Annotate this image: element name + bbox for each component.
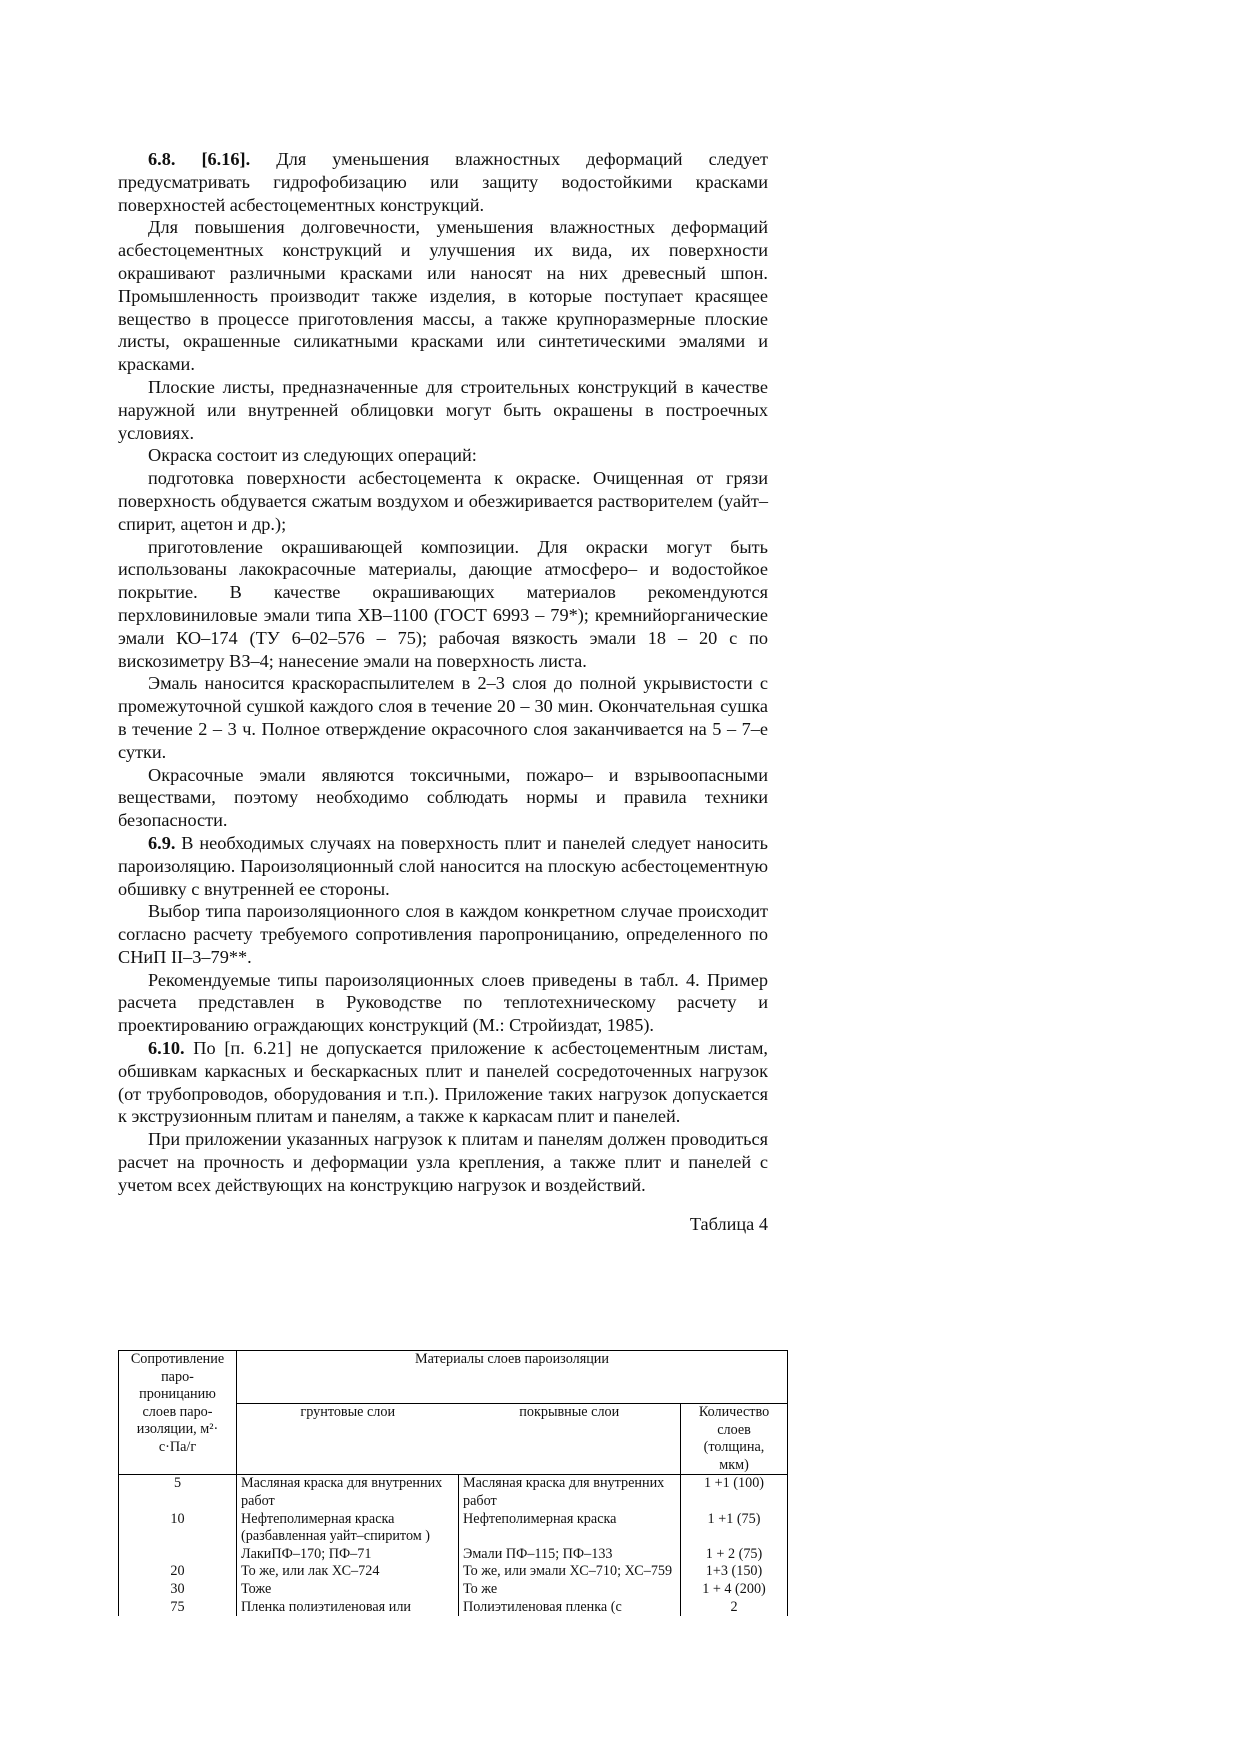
cell-resistance: 10 [119,1511,237,1546]
paragraph [118,536,768,673]
paragraph-text: подготовка поверхности асбестоцемента к окраске. Очищенная от грязи поверхность обдувается сжатым воздухом и обезжиривается растворителем (уайт–спирит, ацетон и др.); [118,468,768,534]
paragraph [118,1128,768,1196]
table-row [119,1511,788,1546]
clause-number: 6.10. [148,1038,185,1059]
paragraph [118,376,768,444]
cell-resistance: 5 [119,1475,237,1511]
header-line: Сопротивление [130,1351,225,1367]
header-line: изоляции, м²· [136,1421,219,1438]
table-caption: Таблица 4 [689,1213,768,1234]
table-row [119,1546,788,1564]
cell-primer: Масляная краска для внутренних работ [237,1475,459,1511]
clause-number: 6.8. [6.16]. [148,149,251,169]
cell-cover: Масляная краска для внутренних работ [459,1475,681,1511]
table-row [119,1475,788,1511]
paragraph-text: Для повышения долговечности, уменьшения влажностных деформаций асбестоцементных конструкций и улучшения их вида, их поверхности окрашивают различными красками или наносят на них древесный шпон. Промышленность производит также изделия, в которые поступает красящее вещество в процессе приготовления массы, а также крупноразмерные плоские листы, окрашенные силикатными красками или синтетическими эмалями и красками. [118,217,768,375]
table-header-row [119,1351,788,1404]
header-line: слоев паро- [142,1403,213,1420]
header-count [681,1404,788,1475]
header-line: мкм) [719,1456,749,1473]
cell-cover: То же, или эмали ХС–710; ХС–759 [459,1563,681,1581]
cell-count: 1 +1 (75) [681,1511,788,1546]
cell-cover: То же [459,1581,681,1599]
paragraph-6-10 [118,1037,768,1128]
header-resistance [119,1351,237,1475]
cell-cover: Полиэтиленовая пленка (с [459,1599,681,1617]
vapor-barrier-table [118,1350,788,1616]
cell-primer: Пленка полиэтиленовая или [237,1599,459,1617]
paragraph-text: По [п. 6.21] не допускается приложение к асбестоцементным листам, обшивкам каркасных и бескаркасных плит и панелей сосредоточенных нагрузок (от трубопроводов, оборудования и т.п.). Приложение таких нагрузок допускается к экструзионным плитам и панелям, а также к каркасам плит и панелей. [118,1038,768,1127]
header-line: (толщина, [703,1439,765,1456]
header-line: слоев [717,1421,751,1438]
paragraph-text: Эмаль наносится краскораспылителем в 2–3 слоя до полной укрывистости с промежуточной сушкой каждого слоя в течение 20 – 30 мин. Окончательная сушка в течение 2 – 3 ч. Полное отверждение окрасочного слоя заканчивается на 5 – 7–е сутки. [118,673,768,762]
paragraph-6-9 [118,832,768,900]
header-line: с·Па/г [158,1438,197,1455]
cell-primer: Тоже [237,1581,459,1599]
paragraph-text: При приложении указанных нагрузок к плитам и панелям должен проводиться расчет на прочность и деформации узла крепления, а также плит и панелей с учетом всех действующих на конструкцию нагрузок и воздействий. [118,1129,768,1195]
paragraph [118,216,768,376]
paragraph-text: Выбор типа пароизоляционного слоя в каждом конкретном случае происходит согласно расчету требуемого сопротивления паропроницанию, определенного по СНиП II–3–79**. [118,901,768,967]
cell-resistance: 75 [119,1599,237,1617]
cell-resistance [119,1546,237,1564]
cell-primer: Нефтеполимерная краска (разбавленная уайт–спиритом ) [237,1511,459,1546]
cell-primer: То же, или лак ХС–724 [237,1563,459,1581]
paragraph [118,764,768,832]
cell-cover: Эмали ПФ–115; ПФ–133 [459,1546,681,1564]
paragraph-text: Плоские листы, предназначенные для строительных конструкций в качестве наружной или внутренней облицовки могут быть окрашены в построечных условиях. [118,376,768,443]
cell-primer: ЛакиПФ–170; ПФ–71 [237,1546,459,1564]
header-materials: Материалы слоев пароизоляции [237,1351,788,1404]
cell-resistance: 30 [119,1581,237,1599]
paragraph [118,900,768,968]
cell-count: 1 + 2 (75) [681,1546,788,1564]
table-row [119,1581,788,1599]
paragraph-text: Рекомендуемые типы пароизоляционных слоев приведены в табл. 4. Пример расчета представлен в Руководстве по теплотехническому расчету и проектированию ограждающих конструкций (М.: Стройиздат, 1985). [118,969,768,1036]
paragraph [118,467,768,535]
header-line: проницанию [139,1386,216,1403]
cell-count: 1+3 (150) [681,1563,788,1581]
document-body [118,148,768,1245]
header-cover: покрывные слои [459,1404,681,1475]
paragraph-6-8 [118,148,768,216]
clause-number: 6.9. [148,832,176,853]
paragraph [118,444,768,467]
header-line: паро- [161,1368,194,1385]
table-row [119,1599,788,1617]
header-line: Количество [698,1404,770,1420]
paragraph-text: Окрасочные эмали являются токсичными, пожаро– и взрывоопасными веществами, поэтому необходимо соблюдать нормы и правила техники безопасности. [118,764,768,831]
header-primer: грунтовые слои [237,1404,459,1475]
cell-resistance: 20 [119,1563,237,1581]
table-row [119,1563,788,1581]
cell-count: 2 [681,1599,788,1617]
paragraph-text: Для уменьшения влажностных деформаций следует предусматривать гидрофобизацию или защиту водостойкими красками поверхностей асбестоцементных конструкций. [118,149,769,215]
paragraph [118,672,768,763]
paragraph-text: Окраска состоит из следующих операций: [148,445,477,466]
paragraph-text: приготовление окрашивающей композиции. Для окраски могут быть использованы лакокрасочные материалы, дающие атмосферо– и водостойкое покрытие. В качестве окрашивающих материалов рекомендуются перхловиниловые эмали типа ХВ–1100 (ГОСТ 6993 – 79*); кремнийорганические эмали КО–174 (ТУ 6–02–576 – 75); рабочая вязкость эмали 18 – 20 с по вискозиметру ВЗ–4; нанесение эмали на поверхность листа. [118,536,768,671]
cell-cover: Нефтеполимерная краска [459,1511,681,1546]
paragraph [118,969,768,1037]
cell-count: 1 + 4 (200) [681,1581,788,1599]
paragraph-text: В необходимых случаях на поверхность плит и панелей следует наносить пароизоляцию. Пароизоляционный слой наносится на плоскую асбестоцементную обшивку с внутренней ее стороны. [118,832,768,899]
cell-count: 1 +1 (100) [681,1475,788,1511]
